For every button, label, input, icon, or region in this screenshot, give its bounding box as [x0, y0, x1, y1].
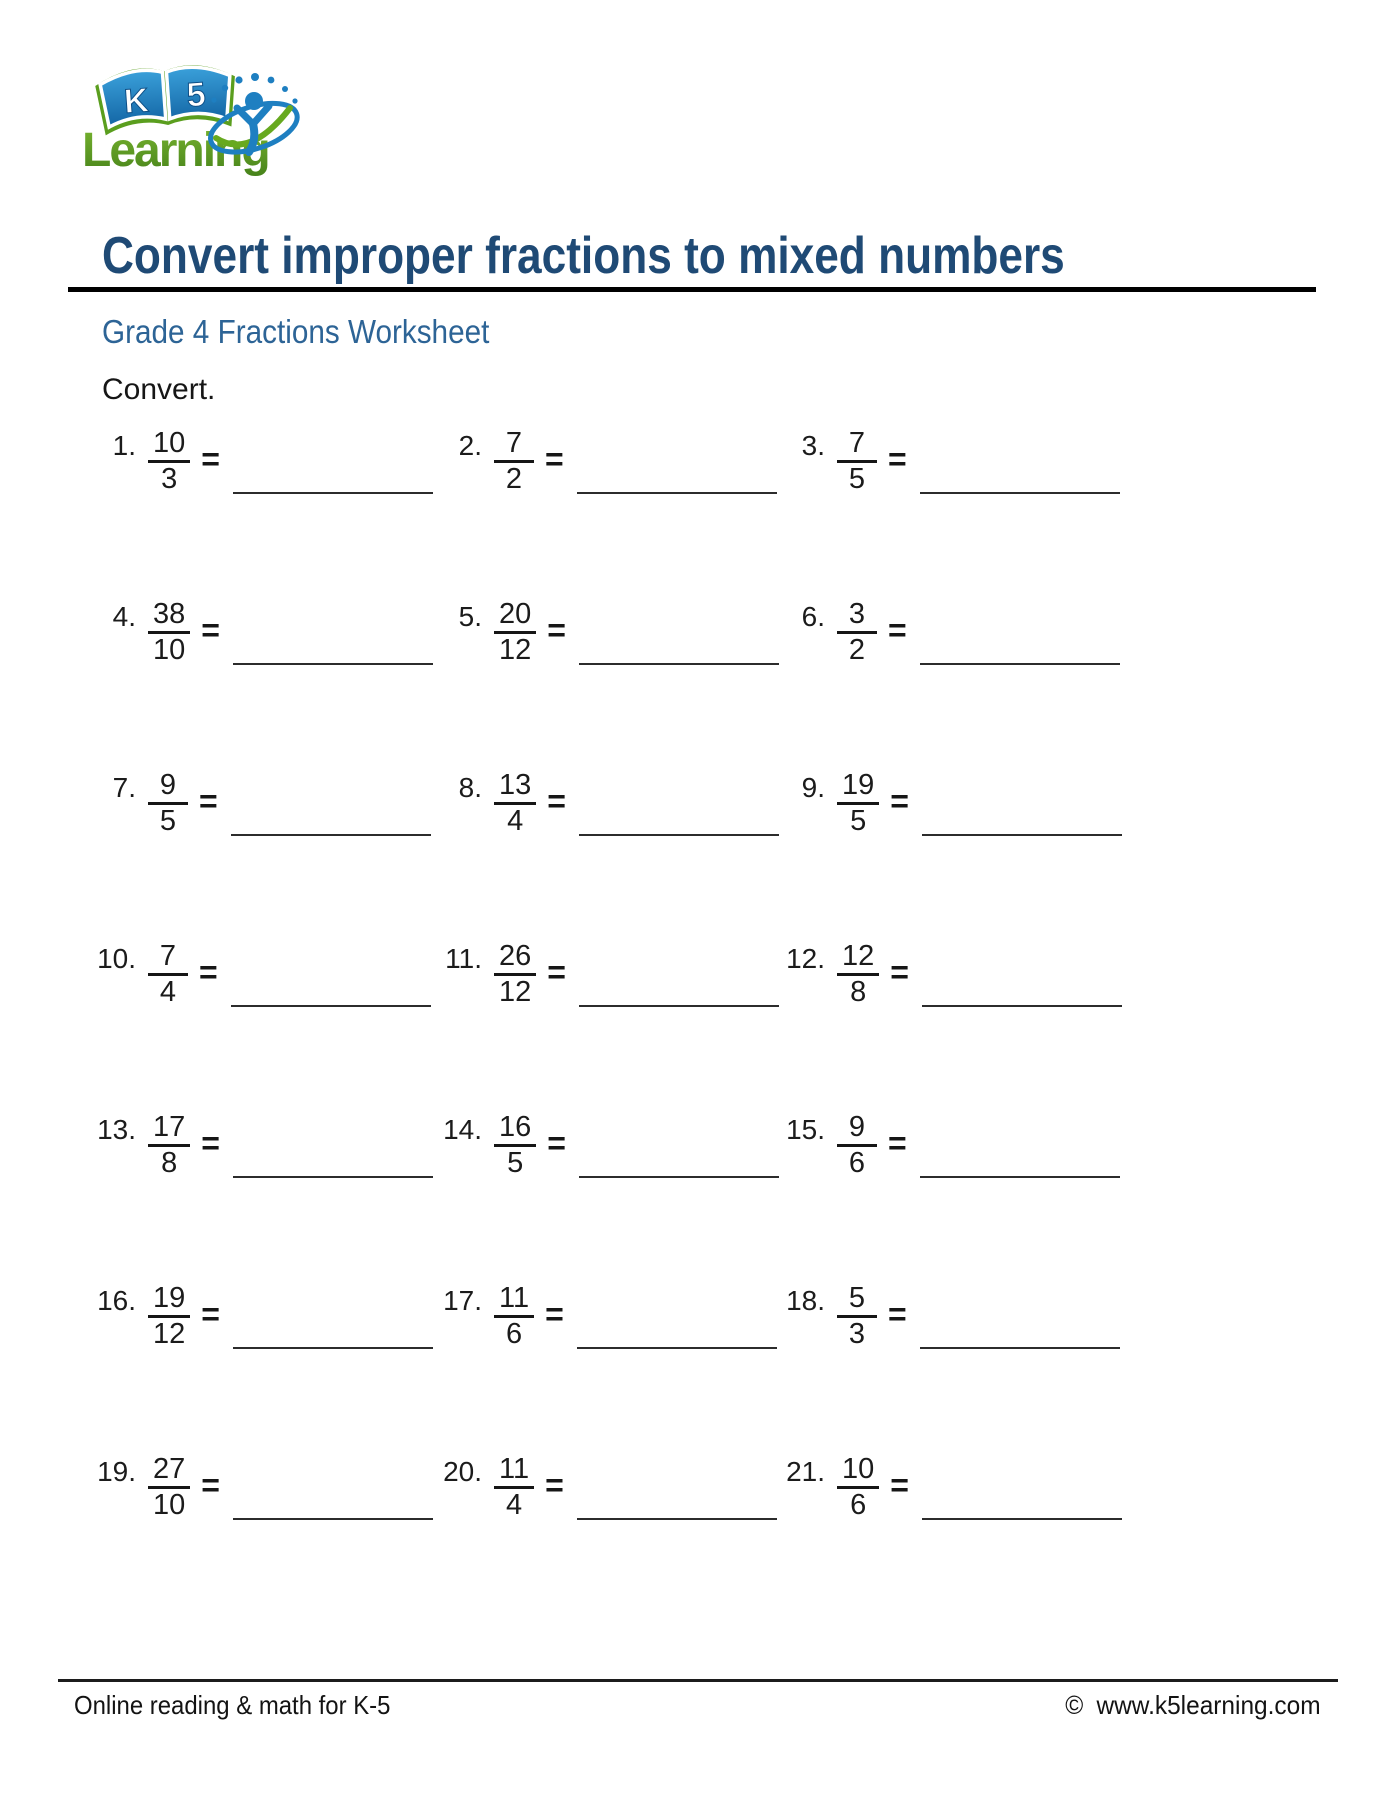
problem-number: 19.	[97, 1456, 136, 1487]
fraction-denominator: 4	[505, 1489, 523, 1521]
answer-blank	[577, 428, 777, 494]
answer-blank	[579, 599, 779, 665]
problem-number: 2.	[458, 430, 482, 461]
k5-learning-logo	[80, 60, 330, 178]
fraction-denominator: 3	[161, 463, 178, 495]
fraction	[837, 1112, 877, 1179]
answer-blank	[922, 770, 1122, 836]
fraction-numerator: 27	[153, 1453, 186, 1485]
problem-8	[436, 770, 779, 837]
problem-18	[779, 1283, 1120, 1350]
fraction-denominator: 10	[153, 1489, 186, 1521]
fraction-numerator: 12	[842, 940, 875, 972]
problem-14	[436, 1112, 779, 1179]
fraction-numerator: 7	[159, 940, 177, 972]
fraction	[148, 599, 190, 666]
fraction	[148, 428, 190, 495]
fraction-numerator: 16	[499, 1111, 532, 1143]
problem-number: 11.	[445, 943, 482, 974]
problem-number: 9.	[801, 772, 825, 803]
problem-number: 3.	[801, 430, 825, 461]
fraction	[148, 941, 188, 1008]
fraction	[837, 1454, 879, 1521]
page-subtitle: Grade 4 Fractions Worksheet	[102, 313, 490, 350]
fraction-denominator: 3	[848, 1318, 866, 1350]
problem-13	[90, 1112, 433, 1179]
fraction-denominator: 6	[850, 1489, 867, 1521]
equals-sign: =	[201, 1125, 220, 1161]
fraction-denominator: 8	[850, 976, 867, 1008]
problem-number: 21.	[786, 1456, 825, 1487]
problem-number: 17.	[443, 1285, 482, 1316]
fraction	[494, 599, 536, 666]
problem-12	[779, 941, 1122, 1008]
fraction	[837, 599, 877, 666]
equals-sign: =	[199, 954, 218, 990]
fraction-denominator: 12	[153, 1318, 186, 1350]
title-underline	[68, 287, 1316, 292]
equals-sign: =	[201, 1467, 220, 1503]
problem-4	[90, 599, 433, 666]
fraction-numerator: 11	[499, 1453, 530, 1485]
fraction-denominator: 5	[507, 1147, 524, 1179]
answer-blank	[233, 599, 433, 665]
fraction-denominator: 2	[848, 634, 866, 666]
book-number-5: 5	[185, 75, 207, 115]
problem-1	[90, 428, 433, 495]
fraction	[494, 428, 534, 495]
fraction	[837, 941, 879, 1008]
answer-blank	[577, 1283, 777, 1349]
fraction-denominator: 4	[507, 805, 524, 837]
answer-blank	[233, 428, 433, 494]
answer-blank	[579, 941, 779, 1007]
problem-number: 8.	[458, 772, 482, 803]
problem-16	[90, 1283, 433, 1350]
problem-17	[436, 1283, 777, 1350]
footer-right-text	[1066, 1690, 1321, 1721]
answer-blank	[577, 1454, 777, 1520]
problem-number: 10.	[97, 943, 136, 974]
k5-learning-logo-graphic	[80, 60, 330, 178]
fraction-numerator: 11	[499, 1282, 530, 1314]
book-letter-k: K	[122, 81, 150, 121]
fraction-numerator: 3	[848, 598, 866, 630]
footer-url: www.k5learning.com	[1096, 1690, 1321, 1720]
fraction-denominator: 5	[850, 805, 867, 837]
fraction-numerator: 20	[499, 598, 532, 630]
fraction	[494, 1112, 536, 1179]
copyright-icon: ©	[1065, 1690, 1084, 1720]
fraction-numerator: 9	[848, 1111, 866, 1143]
answer-blank	[920, 428, 1120, 494]
problem-10	[90, 941, 431, 1008]
fraction-numerator: 17	[153, 1111, 186, 1143]
answer-blank	[579, 770, 779, 836]
fraction	[494, 1454, 534, 1521]
problem-5	[436, 599, 779, 666]
equals-sign: =	[545, 441, 564, 477]
problem-number: 16.	[97, 1285, 136, 1316]
equals-sign: =	[890, 1467, 909, 1503]
answer-blank	[922, 941, 1122, 1007]
fraction-denominator: 6	[505, 1318, 523, 1350]
fraction-denominator: 10	[153, 634, 186, 666]
problem-number: 15.	[786, 1114, 825, 1145]
footer-rule	[58, 1679, 1338, 1682]
problem-number: 13.	[97, 1114, 136, 1145]
fraction-numerator: 7	[848, 427, 866, 459]
problem-number: 18.	[786, 1285, 825, 1316]
problem-number: 6.	[801, 601, 825, 632]
answer-blank	[579, 1112, 779, 1178]
fraction	[148, 1454, 190, 1521]
problem-6	[779, 599, 1120, 666]
fraction	[837, 1283, 877, 1350]
footer-left-text: Online reading & math for K-5	[74, 1690, 391, 1720]
problem-number: 5.	[458, 601, 482, 632]
fraction-numerator: 38	[153, 598, 186, 630]
answer-blank	[233, 1112, 433, 1178]
equals-sign: =	[547, 783, 566, 819]
fraction-numerator: 19	[153, 1282, 186, 1314]
equals-sign: =	[890, 954, 909, 990]
problem-19	[90, 1454, 433, 1521]
fraction	[148, 1283, 190, 1350]
problem-2	[436, 428, 777, 495]
problem-15	[779, 1112, 1120, 1179]
equals-sign: =	[890, 783, 909, 819]
problem-11	[436, 941, 779, 1008]
fraction	[494, 770, 536, 837]
fraction-numerator: 13	[499, 769, 532, 801]
problem-3	[779, 428, 1120, 495]
fraction	[837, 770, 879, 837]
answer-blank	[233, 1454, 433, 1520]
fraction-denominator: 8	[161, 1147, 178, 1179]
fraction-numerator: 5	[848, 1282, 866, 1314]
answer-blank	[231, 770, 431, 836]
problem-number: 20.	[443, 1456, 482, 1487]
answer-blank	[920, 1112, 1120, 1178]
equals-sign: =	[547, 612, 566, 648]
answer-blank	[920, 599, 1120, 665]
equals-sign: =	[545, 1296, 564, 1332]
fraction	[494, 941, 536, 1008]
equals-sign: =	[201, 1296, 220, 1332]
fraction	[837, 428, 877, 495]
fraction-denominator: 4	[159, 976, 177, 1008]
equals-sign: =	[545, 1467, 564, 1503]
equals-sign: =	[888, 1296, 907, 1332]
equals-sign: =	[201, 612, 220, 648]
fraction-denominator: 12	[499, 976, 532, 1008]
answer-blank	[233, 1283, 433, 1349]
problem-20	[436, 1454, 777, 1521]
problem-number: 1.	[112, 430, 136, 461]
problem-21	[779, 1454, 1122, 1521]
problem-number: 7.	[112, 772, 136, 803]
fraction	[494, 1283, 534, 1350]
fraction	[148, 1112, 190, 1179]
fraction-numerator: 10	[153, 427, 186, 459]
page-title: Convert improper fractions to mixed numbers	[102, 227, 1065, 285]
equals-sign: =	[888, 612, 907, 648]
problem-number: 4.	[112, 601, 136, 632]
equals-sign: =	[547, 1125, 566, 1161]
problem-number: 12.	[786, 943, 825, 974]
problem-9	[779, 770, 1122, 837]
fraction	[148, 770, 188, 837]
fraction-denominator: 2	[505, 463, 523, 495]
fraction-denominator: 5	[159, 805, 177, 837]
equals-sign: =	[888, 441, 907, 477]
logo-wordmark: Learning	[82, 124, 269, 177]
equals-sign: =	[547, 954, 566, 990]
fraction-numerator: 26	[499, 940, 532, 972]
fraction-denominator: 5	[848, 463, 866, 495]
problem-number: 14.	[443, 1114, 482, 1145]
answer-blank	[231, 941, 431, 1007]
answer-blank	[920, 1283, 1120, 1349]
fraction-denominator: 6	[848, 1147, 866, 1179]
equals-sign: =	[201, 441, 220, 477]
problem-7	[90, 770, 431, 837]
fraction-denominator: 12	[499, 634, 532, 666]
fraction-numerator: 7	[505, 427, 523, 459]
instruction-text: Convert.	[102, 373, 216, 406]
equals-sign: =	[888, 1125, 907, 1161]
fraction-numerator: 10	[842, 1453, 875, 1485]
equals-sign: =	[199, 783, 218, 819]
fraction-numerator: 19	[842, 769, 875, 801]
answer-blank	[922, 1454, 1122, 1520]
fraction-numerator: 9	[159, 769, 177, 801]
